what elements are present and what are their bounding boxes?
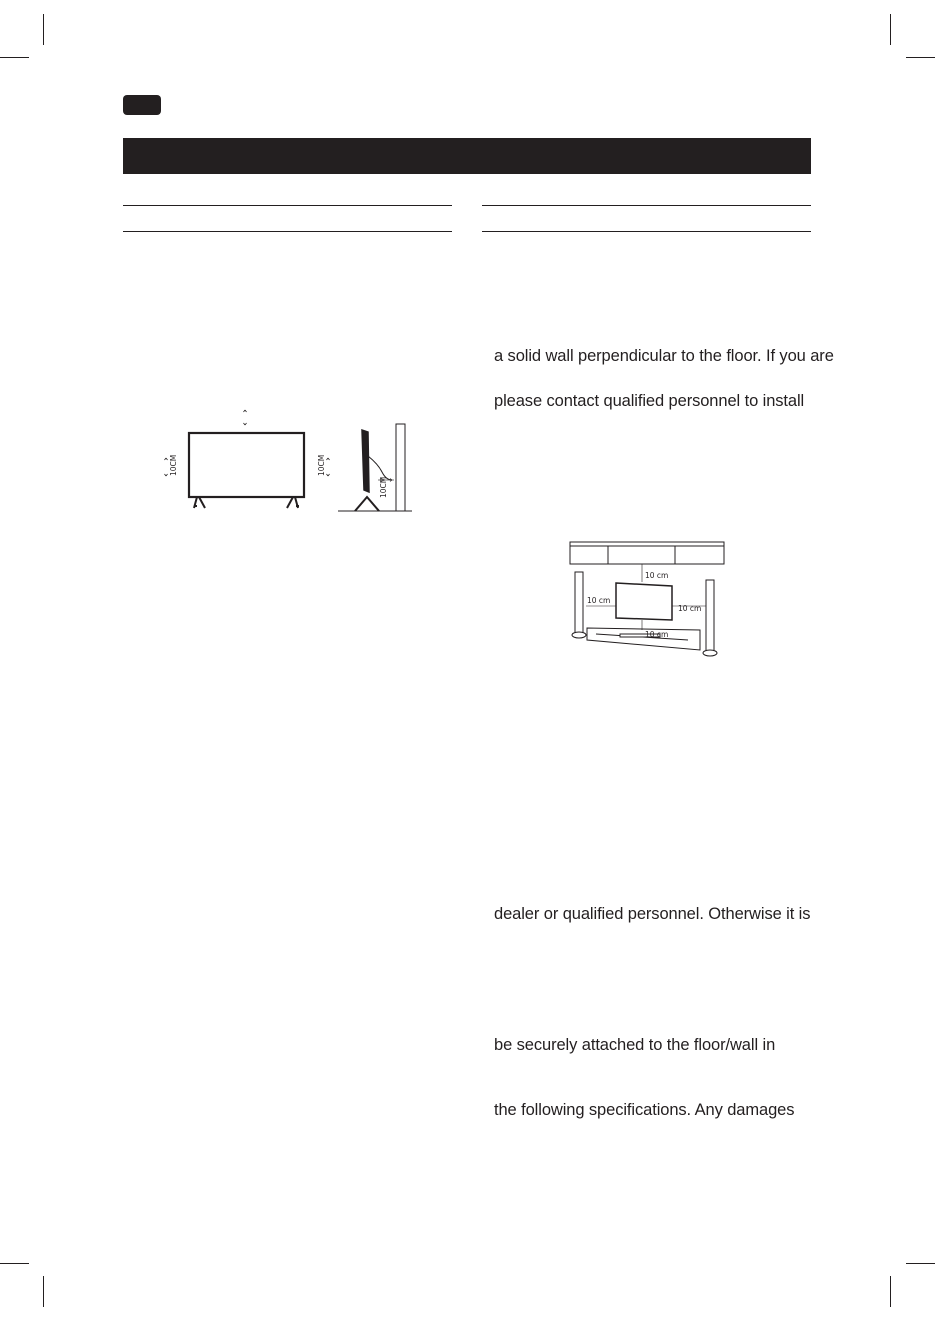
- crop-mark-top-right-h: [906, 57, 935, 58]
- upper-shelf: [570, 542, 724, 564]
- right-clearance-label: 10CM: [317, 454, 326, 476]
- wall-mount-clearance-figure: [560, 536, 735, 664]
- right-subheading-bottom-rule: [482, 231, 811, 232]
- crop-mark-top-right-v: [890, 14, 891, 45]
- crop-mark-bottom-right-v: [890, 1276, 891, 1307]
- left-clearance-marker: [165, 458, 168, 476]
- tv-side-view: [338, 424, 412, 511]
- crop-mark-top-left-h: [0, 57, 29, 58]
- left-subheading-bottom-rule: [123, 231, 452, 232]
- left-subheading-top-rule: [123, 205, 452, 206]
- wall-tv: [616, 583, 672, 620]
- right-clearance-label: 10 cm: [678, 604, 702, 613]
- crop-mark-top-left-v: [43, 14, 44, 45]
- section-tab: [123, 95, 161, 115]
- crop-mark-bottom-right-h: [906, 1263, 935, 1264]
- text-line: the following specifications. Any damages: [494, 1101, 795, 1119]
- top-clearance-arrow: [244, 410, 247, 425]
- section-banner: [123, 138, 811, 174]
- text-line: be securely attached to the floor/wall in: [494, 1036, 776, 1054]
- right-speaker: [706, 580, 714, 652]
- text-line: dealer or qualified personnel. Otherwise it is: [494, 905, 811, 923]
- tv-stand-clearance-figure: [150, 400, 420, 520]
- back-clearance-label: 10CM: [379, 476, 388, 498]
- top-clearance-label: 10 cm: [645, 571, 669, 580]
- tv-cabinet: [587, 628, 700, 650]
- left-clearance-label: 10 cm: [587, 596, 611, 605]
- right-subheading-top-rule: [482, 205, 811, 206]
- tv-right-foot: [287, 497, 299, 508]
- text-line: please contact qualified personnel to install: [494, 392, 805, 410]
- right-clearance-marker: [327, 458, 330, 476]
- left-clearance-label: 10CM: [169, 454, 178, 476]
- tv-left-foot: [194, 497, 205, 508]
- crop-mark-bottom-left-v: [43, 1276, 44, 1307]
- crop-mark-bottom-left-h: [0, 1263, 29, 1264]
- bottom-clearance-label: 10 cm: [645, 630, 669, 639]
- left-speaker: [575, 572, 583, 636]
- tv-front-screen: [189, 433, 304, 497]
- text-line: a solid wall perpendicular to the floor. If you are: [494, 347, 834, 365]
